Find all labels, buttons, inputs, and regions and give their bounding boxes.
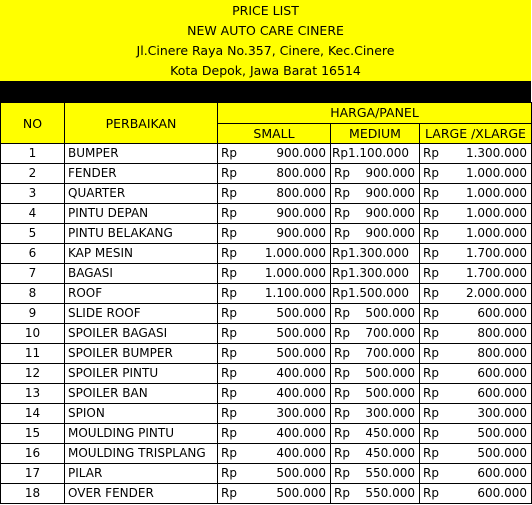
repair-name: SLIDE ROOF (65, 304, 218, 324)
currency-label: Rp (221, 486, 237, 500)
price-medium (331, 404, 420, 424)
currency-label: Rp (334, 366, 350, 380)
divider-bar (0, 81, 531, 102)
currency-label: Rp (334, 226, 350, 240)
price-small (218, 484, 331, 504)
currency-label: Rp (423, 386, 439, 400)
row-number: 3 (1, 184, 65, 204)
col-small-header: SMALL (218, 123, 331, 144)
price-large (420, 384, 532, 404)
price-value: 900.000 (365, 226, 415, 240)
table-row (1, 324, 532, 344)
currency-label: Rp (221, 426, 237, 440)
address-line: Jl.Cinere Raya No.357, Cinere, Kec.Cinere (136, 43, 395, 58)
price-value: 1.300.000 (347, 246, 410, 260)
currency-label: Rp (334, 466, 350, 480)
repair-name: SPOILER PINTU (65, 364, 218, 384)
price-value: 450.000 (365, 426, 415, 440)
repair-name: BUMPER (65, 144, 218, 164)
currency-label: Rp (221, 266, 237, 280)
currency-label: Rp (332, 146, 348, 160)
currency-label: Rp (334, 186, 350, 200)
currency-label: Rp (334, 166, 350, 180)
repair-name: QUARTER (65, 184, 218, 204)
repair-name: KAP MESIN (65, 244, 218, 264)
price-value: 500.000 (276, 306, 326, 320)
price-small (218, 244, 331, 264)
price-large (420, 204, 532, 224)
currency-label: Rp (221, 166, 237, 180)
price-value: 600.000 (477, 306, 528, 320)
price-large (420, 364, 532, 384)
price-large (420, 144, 532, 164)
price-value: 500.000 (276, 466, 326, 480)
row-number: 10 (1, 324, 65, 344)
currency-label: Rp (221, 346, 237, 360)
price-small (218, 144, 331, 164)
currency-label: Rp (423, 246, 439, 260)
price-large (420, 164, 532, 184)
table-row (1, 204, 532, 224)
price-value: 900.000 (365, 166, 415, 180)
table-row (1, 224, 532, 244)
price-table (0, 102, 532, 504)
table-row (1, 164, 532, 184)
price-value: 500.000 (365, 366, 415, 380)
price-value: 500.000 (477, 426, 528, 440)
price-value: 700.000 (365, 326, 415, 340)
row-number: 4 (1, 204, 65, 224)
price-value: 500.000 (276, 326, 326, 340)
repair-name: SPION (65, 404, 218, 424)
price-value: 550.000 (365, 466, 415, 480)
currency-label: Rp (332, 286, 348, 300)
repair-name: SPOILER BAGASI (65, 324, 218, 344)
col-price-group-header: HARGA/PANEL (218, 103, 532, 124)
table-row (1, 364, 532, 384)
price-value: 300.000 (276, 406, 326, 420)
price-small (218, 184, 331, 204)
price-medium (331, 204, 420, 224)
currency-label: Rp (334, 306, 350, 320)
currency-label: Rp (423, 426, 439, 440)
repair-name: OVER FENDER (65, 484, 218, 504)
repair-name: BAGASI (65, 264, 218, 284)
currency-label: Rp (221, 446, 237, 460)
currency-label: Rp (334, 206, 350, 220)
currency-label: Rp (221, 146, 237, 160)
currency-label: Rp (334, 346, 350, 360)
currency-label: Rp (221, 226, 237, 240)
price-value: 400.000 (276, 366, 326, 380)
price-small (218, 344, 331, 364)
currency-label: Rp (423, 266, 439, 280)
table-row (1, 344, 532, 364)
price-small (218, 164, 331, 184)
currency-label: Rp (423, 166, 439, 180)
row-number: 5 (1, 224, 65, 244)
price-value: 1.300.000 (465, 146, 528, 160)
price-large (420, 484, 532, 504)
row-number: 11 (1, 344, 65, 364)
row-number: 1 (1, 144, 65, 164)
currency-label: Rp (221, 366, 237, 380)
currency-label: Rp (334, 386, 350, 400)
currency-label: Rp (334, 426, 350, 440)
price-medium (331, 384, 420, 404)
currency-label: Rp (221, 326, 237, 340)
price-value: 1.000.000 (264, 266, 326, 280)
repair-name: FENDER (65, 164, 218, 184)
price-value: 500.000 (276, 486, 326, 500)
repair-name: PINTU DEPAN (65, 204, 218, 224)
row-number: 13 (1, 384, 65, 404)
price-medium (331, 304, 420, 324)
table-row (1, 384, 532, 404)
price-value: 500.000 (477, 446, 528, 460)
row-number: 16 (1, 444, 65, 464)
price-medium (331, 344, 420, 364)
price-value: 1.300.000 (347, 266, 410, 280)
table-row (1, 464, 532, 484)
price-value: 1.100.000 (347, 146, 410, 160)
currency-label: Rp (334, 446, 350, 460)
price-medium (331, 284, 420, 304)
price-value: 1.500.000 (347, 286, 410, 300)
col-medium-header: MEDIUM (331, 123, 420, 144)
currency-label: Rp (221, 466, 237, 480)
col-large-header: LARGE /XLARGE (420, 123, 532, 144)
price-value: 900.000 (276, 146, 326, 160)
currency-label: Rp (221, 406, 237, 420)
currency-label: Rp (423, 206, 439, 220)
price-value: 900.000 (365, 206, 415, 220)
price-medium (331, 164, 420, 184)
price-small (218, 264, 331, 284)
price-medium (331, 144, 420, 164)
currency-label: Rp (423, 306, 439, 320)
currency-label: Rp (423, 406, 439, 420)
price-value: 900.000 (276, 226, 326, 240)
row-number: 18 (1, 484, 65, 504)
price-value: 800.000 (477, 346, 528, 360)
currency-label: Rp (334, 326, 350, 340)
currency-label: Rp (332, 246, 348, 260)
price-value: 300.000 (477, 406, 528, 420)
currency-label: Rp (334, 486, 350, 500)
price-small (218, 444, 331, 464)
price-value: 1.700.000 (465, 266, 528, 280)
price-value: 1.000.000 (465, 166, 528, 180)
table-row (1, 304, 532, 324)
currency-label: Rp (423, 366, 439, 380)
price-large (420, 424, 532, 444)
table-row (1, 404, 532, 424)
price-value: 1.000.000 (465, 206, 528, 220)
currency-label: Rp (332, 266, 348, 280)
price-value: 1.100.000 (264, 286, 326, 300)
table-row (1, 144, 532, 164)
repair-name: PINTU BELAKANG (65, 224, 218, 244)
price-value: 600.000 (477, 366, 528, 380)
price-value: 1.000.000 (465, 226, 528, 240)
price-medium (331, 464, 420, 484)
currency-label: Rp (423, 226, 439, 240)
row-number: 6 (1, 244, 65, 264)
price-value: 550.000 (365, 486, 415, 500)
price-small (218, 364, 331, 384)
row-number: 17 (1, 464, 65, 484)
price-medium (331, 424, 420, 444)
price-small (218, 284, 331, 304)
table-row (1, 424, 532, 444)
col-no-header: NO (1, 103, 65, 144)
price-large (420, 464, 532, 484)
repair-name: MOULDING PINTU (65, 424, 218, 444)
currency-label: Rp (423, 286, 439, 300)
price-value: 600.000 (477, 466, 528, 480)
currency-label: Rp (334, 406, 350, 420)
price-small (218, 384, 331, 404)
repair-name: MOULDING TRISPLANG (65, 444, 218, 464)
price-large (420, 304, 532, 324)
price-value: 800.000 (276, 166, 326, 180)
city-line: Kota Depok, Jawa Barat 16514 (170, 63, 361, 78)
price-large (420, 324, 532, 344)
currency-label: Rp (423, 486, 439, 500)
business-name: NEW AUTO CARE CINERE (187, 23, 344, 38)
currency-label: Rp (423, 326, 439, 340)
price-small (218, 424, 331, 444)
price-large (420, 404, 532, 424)
price-large (420, 284, 532, 304)
table-row (1, 444, 532, 464)
table-row (1, 244, 532, 264)
currency-label: Rp (221, 186, 237, 200)
price-value: 500.000 (276, 346, 326, 360)
currency-label: Rp (221, 286, 237, 300)
repair-name: SPOILER BAN (65, 384, 218, 404)
price-value: 1.000.000 (465, 186, 528, 200)
table-row (1, 484, 532, 504)
currency-label: Rp (221, 386, 237, 400)
repair-name: ROOF (65, 284, 218, 304)
header-row-1 (1, 103, 532, 124)
currency-label: Rp (423, 466, 439, 480)
price-medium (331, 244, 420, 264)
currency-label: Rp (423, 146, 439, 160)
currency-label: Rp (221, 306, 237, 320)
price-value: 900.000 (365, 186, 415, 200)
price-medium (331, 264, 420, 284)
currency-label: Rp (423, 346, 439, 360)
table-row (1, 184, 532, 204)
price-value: 400.000 (276, 426, 326, 440)
row-number: 2 (1, 164, 65, 184)
price-small (218, 464, 331, 484)
price-value: 450.000 (365, 446, 415, 460)
price-medium (331, 324, 420, 344)
title: PRICE LIST (232, 3, 299, 18)
price-medium (331, 484, 420, 504)
row-number: 7 (1, 264, 65, 284)
price-value: 700.000 (365, 346, 415, 360)
row-number: 15 (1, 424, 65, 444)
currency-label: Rp (423, 446, 439, 460)
price-large (420, 244, 532, 264)
price-value: 800.000 (276, 186, 326, 200)
row-number: 12 (1, 364, 65, 384)
currency-label: Rp (221, 206, 237, 220)
price-value: 500.000 (365, 306, 415, 320)
price-large (420, 184, 532, 204)
currency-label: Rp (221, 246, 237, 260)
price-value: 600.000 (477, 486, 528, 500)
price-small (218, 404, 331, 424)
price-medium (331, 364, 420, 384)
price-value: 800.000 (477, 326, 528, 340)
table-row (1, 264, 532, 284)
price-value: 1.700.000 (465, 246, 528, 260)
price-medium (331, 444, 420, 464)
row-number: 9 (1, 304, 65, 324)
price-large (420, 224, 532, 244)
price-small (218, 304, 331, 324)
header-banner (0, 0, 531, 81)
table-row (1, 284, 532, 304)
row-number: 8 (1, 284, 65, 304)
col-repair-header: PERBAIKAN (65, 103, 218, 144)
price-value: 400.000 (276, 386, 326, 400)
price-small (218, 204, 331, 224)
price-large (420, 344, 532, 364)
row-number: 14 (1, 404, 65, 424)
price-large (420, 264, 532, 284)
price-value: 500.000 (365, 386, 415, 400)
price-value: 400.000 (276, 446, 326, 460)
repair-name: PILAR (65, 464, 218, 484)
price-medium (331, 224, 420, 244)
price-value: 2.000.000 (465, 286, 528, 300)
price-value: 300.000 (365, 406, 415, 420)
price-value: 1.000.000 (264, 246, 326, 260)
price-small (218, 324, 331, 344)
price-medium (331, 184, 420, 204)
price-small (218, 224, 331, 244)
price-value: 900.000 (276, 206, 326, 220)
price-large (420, 444, 532, 464)
currency-label: Rp (423, 186, 439, 200)
repair-name: SPOILER BUMPER (65, 344, 218, 364)
price-value: 600.000 (477, 386, 528, 400)
